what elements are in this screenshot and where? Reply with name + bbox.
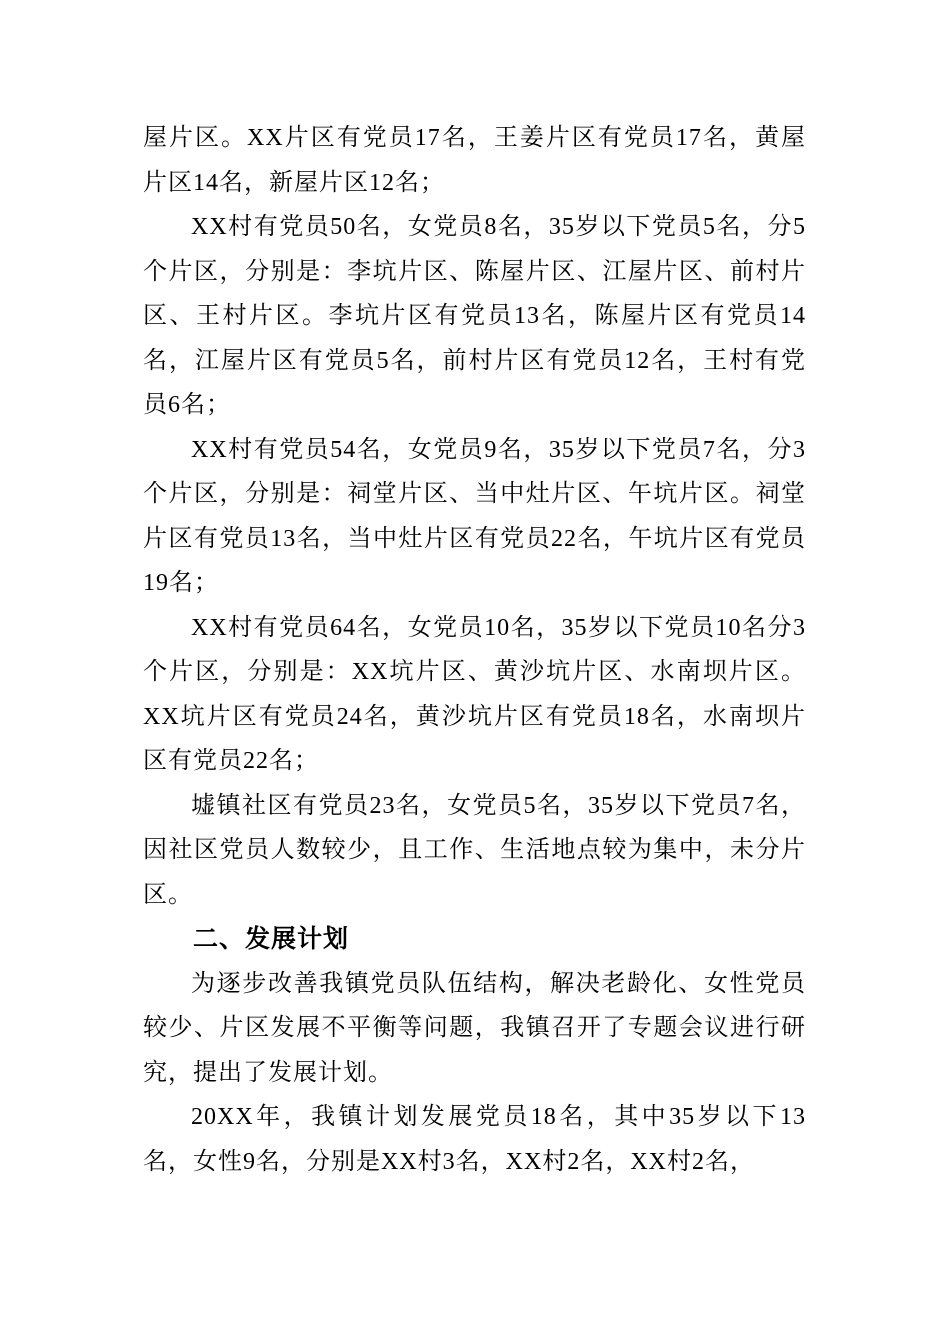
paragraph-community-23: 墟镇社区有党员23名，女党员5名，35岁以下党员7名，因社区党员人数较少，且工作、生活地点较为集中，未分片区。 (143, 792, 806, 908)
paragraph-plan-intro: 为逐步改善我镇党员队伍结构，解决老龄化、女性党员较少、片区发展不平衡等问题，我镇召开了专题会议进行研究，提出了发展计划。 (143, 970, 806, 1086)
paragraph-plan-numbers: 20XX年，我镇计划发展党员18名，其中35岁以下13名，女性9名，分别是XX村3名，XX村2名，XX村2名， (143, 1104, 806, 1175)
paragraph-continuation: 屋片区。XX片区有党员17名，王姜片区有党员17名，黄屋片区14名，新屋片区12名； (143, 125, 806, 196)
document-body (143, 116, 806, 1184)
paragraph-village-54: XX村有党员54名，女党员9名，35岁以下党员7名，分3个片区，分别是：祠堂片区、当中灶片区、午坑片区。祠堂片区有党员13名，当中灶片区有党员22名，午坑片区有党员19名； (143, 436, 806, 596)
section-heading-development-plan: 二、发展计划 (193, 925, 350, 953)
paragraph-village-50: XX村有党员50名，女党员8名，35岁以下党员5名，分5个片区，分别是：李坑片区、陈屋片区、江屋片区、前村片区、王村片区。李坑片区有党员13名，陈屋片区有党员14名，江屋片区有党员5名，前村片区有党员12名，王村有党员6名； (143, 214, 806, 418)
paragraph-village-64: XX村有党员64名，女党员10名，35岁以下党员10名分3个片区，分别是：XX坑片区、黄沙坑片区、水南坝片区。XX坑片区有党员24名，黄沙坑片区有党员18名，水南坝片区有党员22名； (143, 614, 806, 774)
